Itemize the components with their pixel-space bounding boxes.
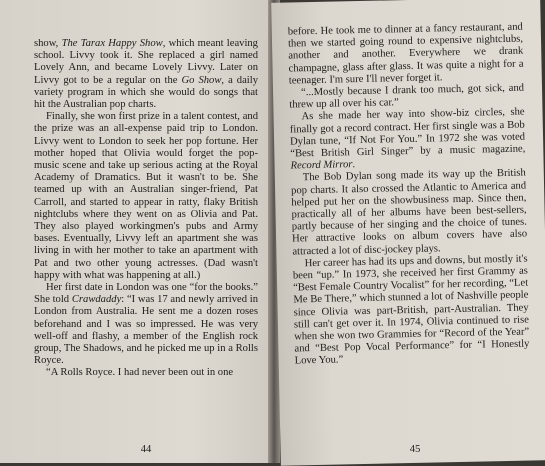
paragraph: As she made her way into show-biz circles, she finally got a record contract. Her first single was a Bob Dylan tune, “If Not For You.” In 1972 she was voted “Best British Girl Singer” by a music magazine, Record Mirror. — [289, 107, 526, 172]
paragraph: “...Mostly because I drank too much, got sick, and threw up all over his car.” — [289, 82, 525, 111]
italic-title: Go Show — [181, 74, 222, 86]
left-page — [0, 0, 272, 463]
right-page — [271, 0, 545, 466]
paragraph: Her career has had its ups and downs, but mostly it's been “up.” In 1973, she received her first Grammy as “Best Female Country Vocalist” for her recording, “Let Me Be There,” which stunned a lot of Nashville people since Olivia was part-British, part-Australian. They still can't get over it. In 1974, Olivia continued to rise when she won two Grammies for “Record of the Year” and “Best Pop Vocal Performance” for “I Honestly Love You.” — [292, 253, 530, 367]
paragraph: before. He took me to dinner at a fancy restaurant, and then we started going round to expensive nightclubs, another and another. Everywhere we drank champagne, glass after glass. It was quite a night for a teenager. I'm sure I'll never forget it. — [287, 21, 524, 87]
right-page-text — [288, 22, 530, 369]
paragraph: show, The Tarax Happy Show, which meant leaving school. Livvy took it. She replaced a girl named Lovely Ann, and became Lovely Livvy. Later on Livvy got to be a regular on the Go Show, a daily variety program in which she would do songs that hit the Australian pop charts. — [34, 38, 258, 111]
left-page-text — [34, 38, 258, 380]
italic-title: Record Mirror — [290, 159, 353, 172]
paragraph: Her first date in London was one “for the books.” She told Crawdaddy: “I was 17 and newly arrived in London from Australia. He sent me a dozen roses beforehand and I was so impressed. He was very well-off and flashy, a member of the English rock group, The Shadows, and he picked me up in a Rolls Royce. — [34, 282, 258, 367]
paragraph: The Bob Dylan song made its way up the British pop charts. It also crossed the Atlantic to America and helped put her on the showbusiness map. Since then, practically all of her albums have been best-sellers, partly because of her singing and the choice of tunes. Her attractive looks on album covers have also attracted a lot of disc-jockey plays. — [291, 168, 528, 258]
paragraph: “A Rolls Royce. I had never been out in one — [46, 367, 234, 379]
italic-title: Crawdaddy — [71, 294, 122, 306]
italic-title: The Tarax Happy Show — [61, 38, 163, 49]
paragraph: Finally, she won first prize in a talent contest, and the prize was an all-expense paid trip to London. Livvy went to London to seek her pop fortune. Her mother hoped that Olivia would forget the pop-music scene and take up serious acting at the Royal Academy of Dramatics. But it wasn't to be. She teamed up with an Australian singer-friend, Pat Carroll, and started to appear in ratty, flaky British nightclubs where they went on as Olivia and Pat. They also played workingmen's pubs and Army bases. Eventually, Livvy left an apartment she was living in with her mother to take an apartment with Pat and two other young actresses. (Dad wasn't happy with what was happening at all.) — [34, 111, 258, 281]
right-page-number: 45 — [409, 443, 421, 456]
left-page-number: 44 — [140, 444, 152, 455]
